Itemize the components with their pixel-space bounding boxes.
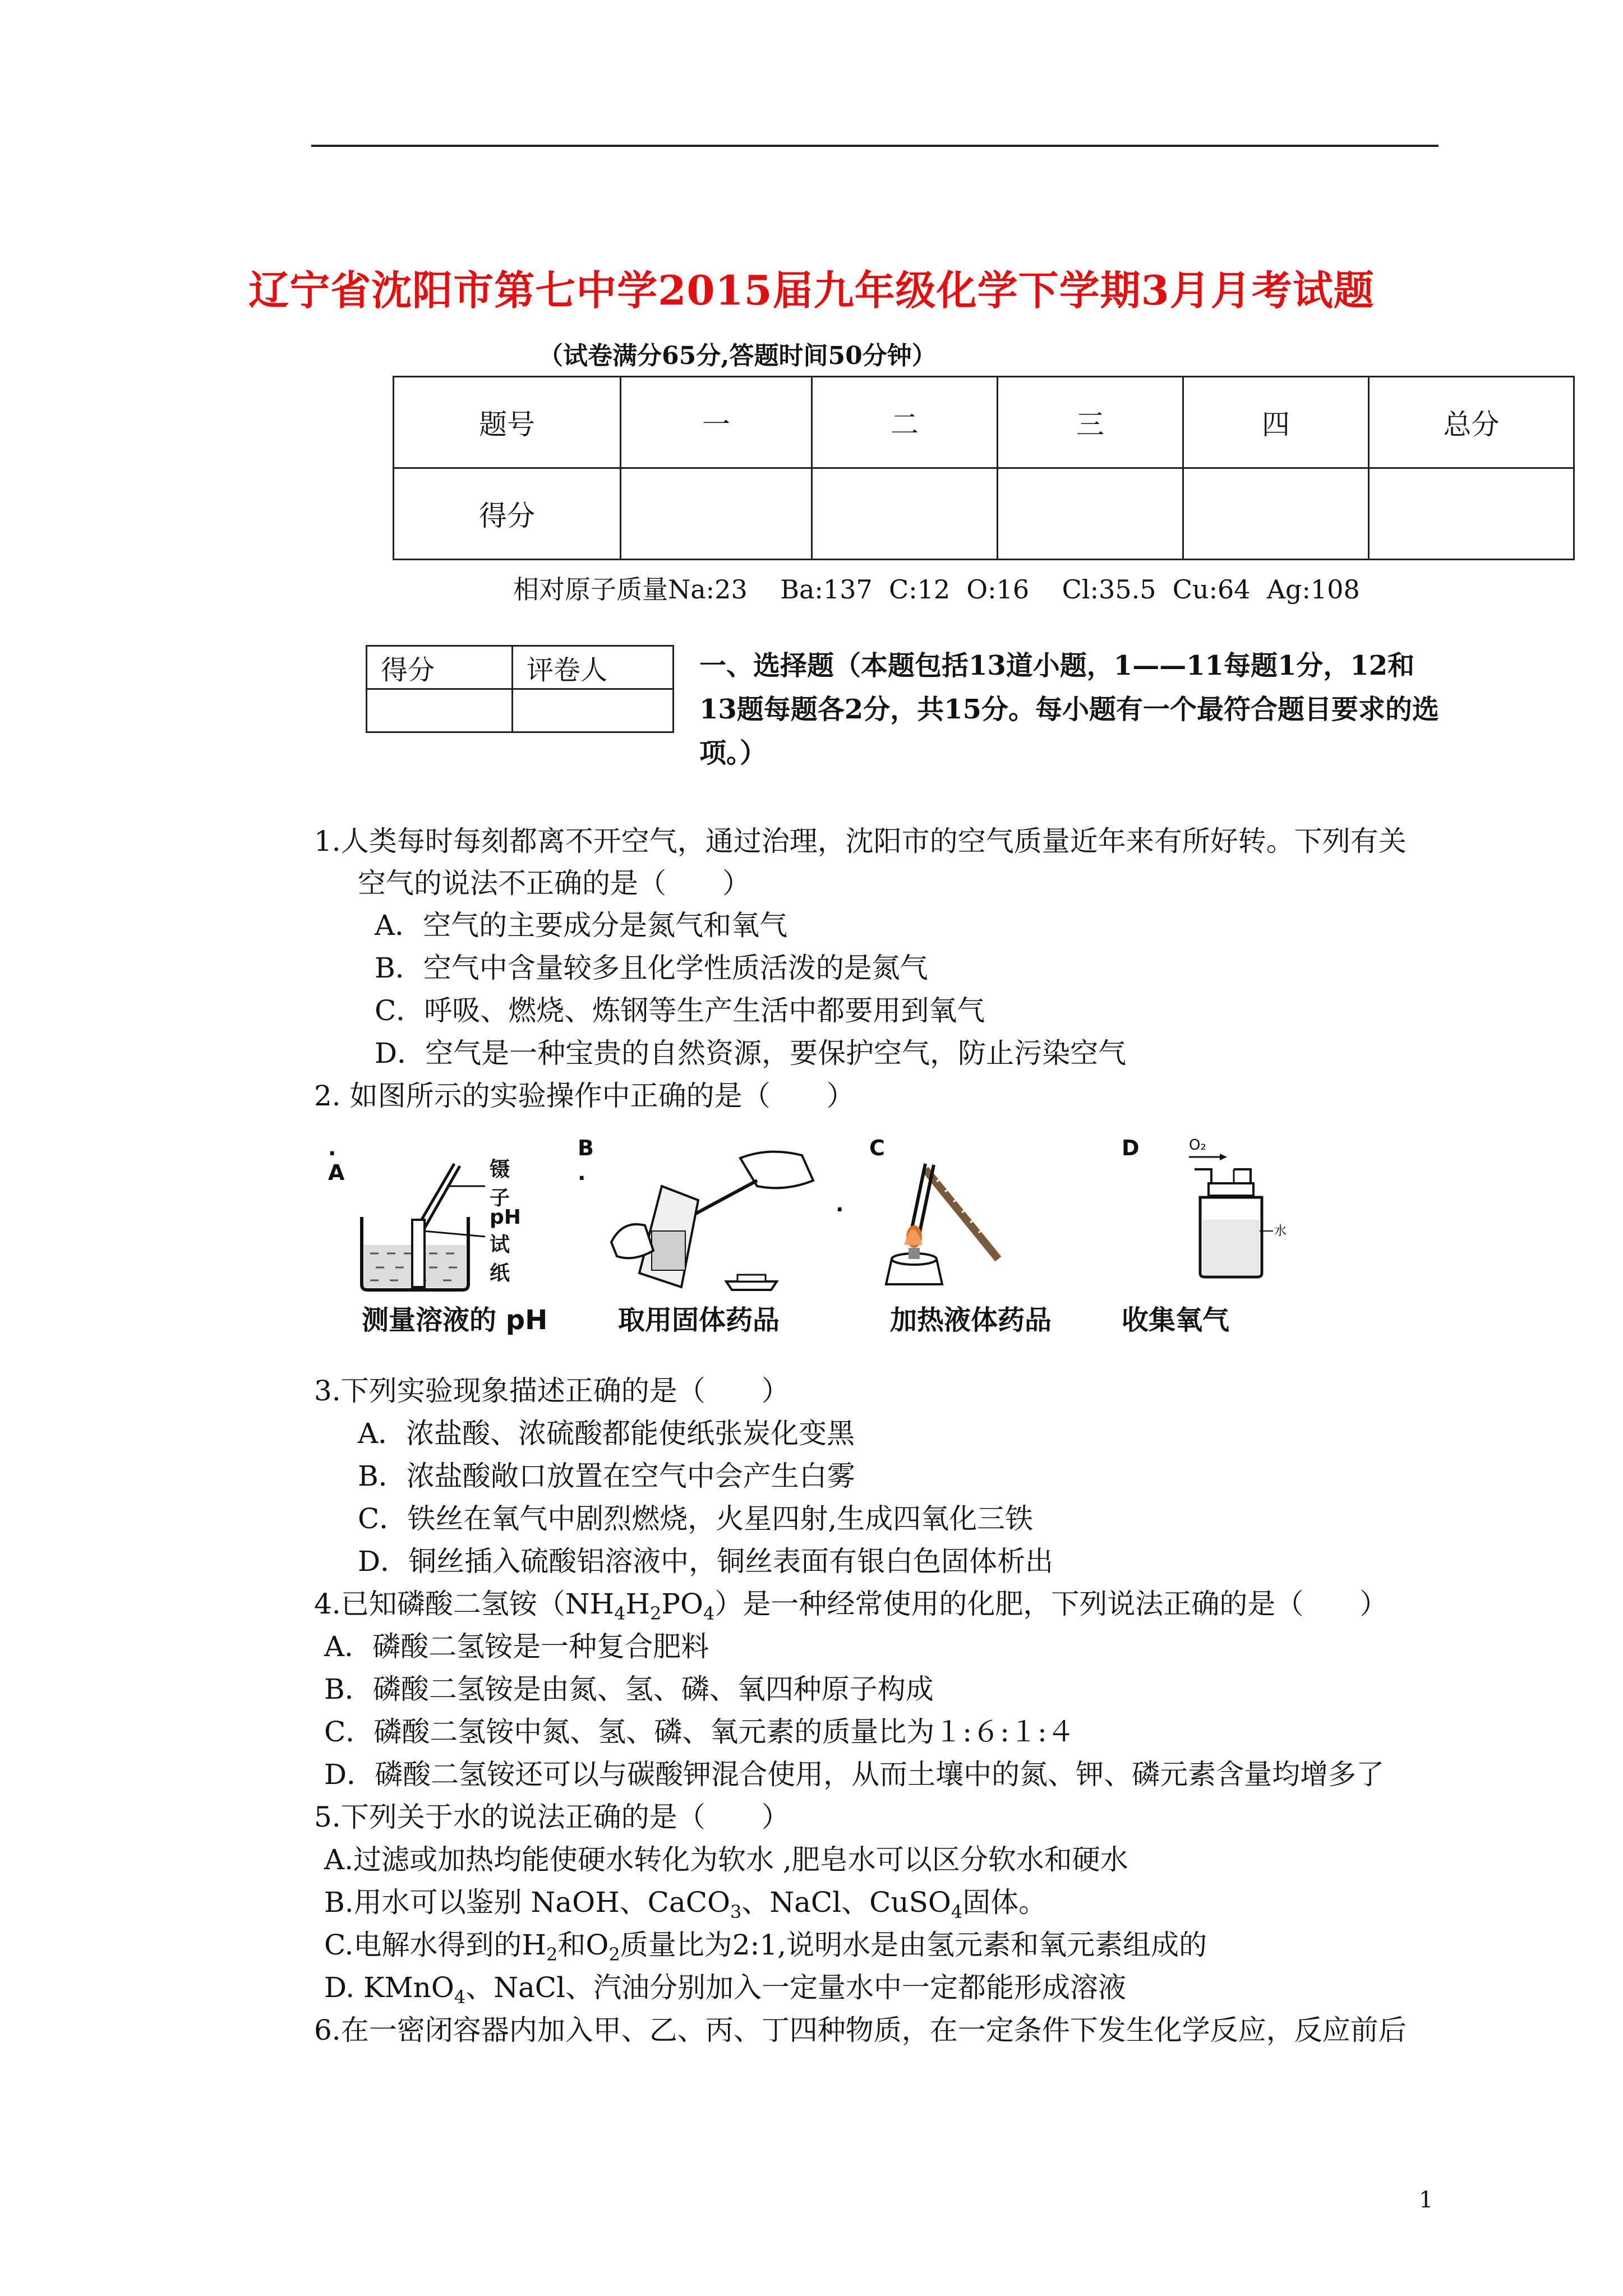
score-header-cell: 二 bbox=[812, 377, 998, 468]
score-cell bbox=[998, 468, 1183, 560]
gas-bottle-diagram bbox=[1178, 1147, 1324, 1293]
score-table-score-row bbox=[394, 468, 1574, 560]
tweezers-label: 镊子 bbox=[490, 1158, 510, 1210]
score-cell bbox=[621, 468, 812, 560]
grader-score-cell bbox=[367, 689, 513, 732]
question-4-option-b: B．磷酸二氢铵是由氮、氢、磷、氧四种原子构成 bbox=[324, 1673, 934, 1705]
question-5-option-d: D. KMnO$_4$、NaCl、汽油分别加入一定量水中一定都能形成溶液 bbox=[324, 1971, 1127, 2008]
score-header-cell: 三 bbox=[998, 377, 1183, 468]
question-5-option-c: C.电解水得到的$H_2$和$O_2$质量比为2:1,说明水是由氢元素和氧元素组成的 bbox=[324, 1929, 1207, 1965]
figure-c-caption: 加热液体药品 bbox=[890, 1304, 1052, 1336]
score-header-cell: 四 bbox=[1183, 377, 1369, 468]
question-3-option-d: D．铜丝插入硫酸铝溶液中，铜丝表面有银白色固体析出 bbox=[358, 1545, 1054, 1578]
question-4-option-c: C．磷酸二氢铵中氮、氢、磷、氧元素的质量比为１:６:１:４ bbox=[324, 1716, 1075, 1748]
figure-b-letter: B . bbox=[578, 1136, 594, 1185]
heating-liquid-diagram bbox=[852, 1147, 1054, 1298]
score-cell bbox=[1369, 468, 1574, 560]
figure-c-letter: C bbox=[869, 1136, 885, 1160]
solid-reagent-diagram bbox=[600, 1147, 836, 1298]
question-2-stem: 2. 如图所示的实验操作中正确的是（ ） bbox=[314, 1080, 855, 1112]
svg-text:水: 水 bbox=[1274, 1224, 1287, 1238]
figure-c-dot: . bbox=[836, 1192, 844, 1216]
score-cell bbox=[812, 468, 998, 560]
question-5-option-a: A.过滤或加热均能使硬水转化为软水 ,肥皂水可以区分软水和硬水 bbox=[324, 1843, 1128, 1876]
question-1-stem-cont: 空气的说法不正确的是（ ） bbox=[358, 867, 750, 900]
question-5-stem: 5.下列关于水的说法正确的是（ ） bbox=[314, 1801, 790, 1833]
figure-a-letter: . A bbox=[328, 1136, 345, 1185]
figure-d-letter: D bbox=[1122, 1136, 1140, 1160]
header-rule bbox=[311, 145, 1438, 147]
grader-score-label: 得分 bbox=[367, 646, 513, 689]
atomic-masses: 相对原子质量Na:23 Ba:137 C:12 O:16 Cl:35.5 Cu:64 Ag:108 bbox=[513, 574, 1360, 605]
question-3-stem: 3.下列实验现象描述正确的是（ ） bbox=[314, 1375, 790, 1407]
question-3-option-a: A．浓盐酸、浓硫酸都能使纸张炭化变黑 bbox=[358, 1417, 855, 1450]
question-1-option-d: D．空气是一种宝贵的自然资源，要保护空气，防止污染空气 bbox=[375, 1037, 1127, 1069]
figure-a-caption: 测量溶液的 pH bbox=[362, 1304, 548, 1336]
score-header-cell: 一 bbox=[621, 377, 812, 468]
question-1-option-b: B．空气中含量较多且化学性质活泼的是氮气 bbox=[375, 952, 928, 984]
exam-title: 辽宁省沈阳市第七中学2015届九年级化学下学期3月月考试题 bbox=[248, 266, 1375, 314]
score-table bbox=[393, 376, 1575, 560]
page-number: 1 bbox=[1419, 2187, 1433, 2213]
score-row-label: 得分 bbox=[394, 468, 621, 560]
exam-subtitle: （试卷满分65分,答题时间50分钟） bbox=[538, 342, 937, 370]
ph-paper-label: pH试纸 bbox=[490, 1206, 521, 1285]
question-4-option-a: A．磷酸二氢铵是一种复合肥料 bbox=[324, 1630, 709, 1663]
figure-b-caption: 取用固体药品 bbox=[618, 1304, 780, 1336]
grader-table bbox=[366, 645, 674, 733]
score-header-cell: 总分 bbox=[1369, 377, 1574, 468]
score-table-header-row bbox=[394, 377, 1574, 468]
figure-d-caption: 收集氧气 bbox=[1122, 1304, 1230, 1336]
question-4-option-d: D．磷酸二氢铵还可以与碳酸钾混合使用，从而土壤中的氮、钾、磷元素含量均增多了 bbox=[324, 1758, 1385, 1791]
section-heading: 一、选择题（本题包括13道小题，1——11每题1分，12和13题每题各2分，共15分。每小题有一个最符合题目要求的选项。） bbox=[699, 650, 1439, 769]
oxygen-label: O₂ bbox=[1189, 1137, 1206, 1154]
question-1-stem: 1.人类每时每刻都离不开空气，通过治理，沈阳市的空气质量近年来有所好转。下列有关 bbox=[314, 825, 1407, 857]
grader-name-cell bbox=[513, 689, 674, 732]
question-1-option-a: A．空气的主要成分是氮气和氧气 bbox=[375, 909, 788, 942]
question-5-option-b: B.用水可以鉴别 NaOH、CaCO$_3$、NaCl、CuSO$_4$固体。 bbox=[324, 1886, 1047, 1922]
question-1-option-c: C．呼吸、燃烧、炼钢等生产生活中都要用到氧气 bbox=[375, 994, 985, 1027]
grader-name-label: 评卷人 bbox=[513, 646, 674, 689]
question-3-option-c: C．铁丝在氧气中剧烈燃烧，火星四射,生成四氧化三铁 bbox=[358, 1502, 1034, 1535]
question-4-stem: 4.已知磷酸二氢铵$(NH_4H_2PO_4)$是一种经常使用的化肥，下列说法正确的是（ ） bbox=[314, 1588, 1388, 1624]
question-6-stem: 6.在一密闭容器内加入甲、乙、丙、丁四种物质，在一定条件下发生化学反应，反应前后 bbox=[314, 2014, 1407, 2046]
score-cell bbox=[1183, 468, 1369, 560]
score-header-cell: 题号 bbox=[394, 377, 621, 468]
question-3-option-b: B．浓盐酸敞口放置在空气中会产生白雾 bbox=[358, 1460, 855, 1492]
